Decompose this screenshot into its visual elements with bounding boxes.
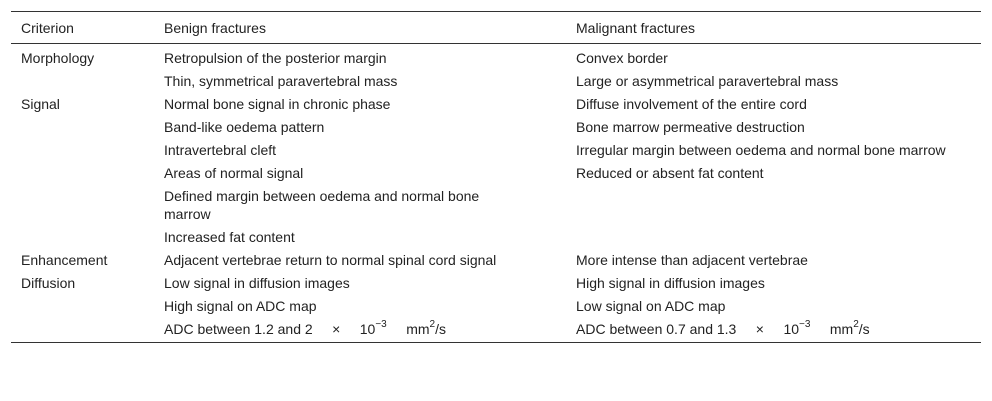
benign-adc-power-base: 10	[359, 321, 376, 337]
header-malignant-fractures: Malignant fractures	[576, 19, 696, 36]
malignant-adc-prefix: ADC between 0.7 and 1.3	[576, 321, 737, 337]
criterion-cell	[11, 294, 154, 317]
malignant-adc-power-exp: −3	[799, 319, 811, 331]
malignant-adc-times: ×	[755, 321, 764, 337]
criterion-cell: Diffusion	[21, 275, 76, 291]
malignant-cell: Diffuse involvement of the entire cord	[576, 96, 807, 112]
table-header	[11, 12, 981, 44]
criterion-cell: Morphology	[21, 50, 95, 66]
malignant-cell: Convex border	[576, 50, 668, 66]
benign-cell: Areas of normal signal	[164, 165, 304, 181]
malignant-adc-unit-suffix: /s	[858, 321, 870, 337]
criterion-cell	[11, 225, 154, 248]
malignant-cell: Irregular margin between oedema and normal bone marrow	[576, 142, 946, 158]
criterion-cell	[11, 138, 154, 161]
benign-cell: Retropulsion of the posterior margin	[164, 50, 387, 66]
malignant-adc-unit-base: mm	[829, 321, 854, 337]
table-row	[11, 161, 981, 184]
criterion-cell: Signal	[21, 96, 60, 112]
table-row	[11, 69, 981, 92]
table-row-adc	[11, 317, 981, 343]
benign-cell: Normal bone signal in chronic phase	[164, 96, 391, 112]
table-row	[11, 44, 981, 70]
benign-adc-prefix: ADC between 1.2 and 2	[164, 321, 313, 337]
benign-cell: Thin, symmetrical paravertebral mass	[164, 73, 398, 89]
benign-adc-unit-suffix: /s	[435, 321, 446, 337]
malignant-cell: Low signal on ADC map	[576, 298, 726, 314]
malignant-cell: Reduced or absent fat content	[576, 165, 764, 181]
criterion-cell: Enhancement	[21, 252, 108, 268]
benign-adc-power-exp: −3	[375, 319, 387, 331]
malignant-adc-cell	[566, 317, 981, 343]
table-row	[11, 294, 981, 317]
criterion-cell	[11, 317, 154, 343]
table-row	[11, 92, 981, 115]
benign-cell: Band-like oedema pattern	[164, 119, 325, 135]
malignant-cell: Large or asymmetrical paravertebral mass	[576, 73, 839, 89]
table-row	[11, 184, 981, 225]
malignant-cell	[566, 225, 981, 248]
benign-cell: Adjacent vertebrae return to normal spinal cord signal	[164, 252, 497, 268]
benign-cell: Defined margin between oedema and normal bone marrow	[164, 188, 480, 222]
table-body	[11, 44, 981, 343]
malignant-cell: Bone marrow permeative destruction	[576, 119, 805, 135]
malignant-cell: High signal in diffusion images	[576, 275, 765, 291]
benign-adc-cell	[154, 317, 566, 343]
benign-cell: Increased fat content	[164, 229, 295, 245]
benign-cell: Intravertebral cleft	[164, 142, 277, 158]
malignant-adc-unit-exp: 2	[853, 319, 859, 331]
header-criterion: Criterion	[21, 19, 74, 36]
malignant-adc-power-base: 10	[783, 321, 800, 337]
malignant-cell: More intense than adjacent vertebrae	[576, 252, 808, 268]
criterion-cell	[11, 184, 154, 225]
header-benign-fractures: Benign fractures	[164, 19, 266, 36]
malignant-cell	[566, 184, 981, 225]
benign-cell: High signal on ADC map	[164, 298, 317, 314]
table-row	[11, 225, 981, 248]
criterion-cell	[11, 115, 154, 138]
benign-adc-unit-exp: 2	[429, 319, 436, 331]
table-row	[11, 115, 981, 138]
table-row	[11, 138, 981, 161]
benign-cell: Low signal in diffusion images	[164, 275, 350, 291]
criterion-cell	[11, 69, 154, 92]
table-row	[11, 248, 981, 271]
benign-adc-unit-base: mm	[406, 321, 430, 337]
header-row	[11, 12, 981, 44]
fracture-criteria-table-wrapper	[11, 11, 981, 343]
table-row	[11, 271, 981, 294]
criterion-cell	[11, 161, 154, 184]
benign-adc-times: ×	[332, 321, 341, 337]
fracture-criteria-table	[11, 11, 981, 343]
